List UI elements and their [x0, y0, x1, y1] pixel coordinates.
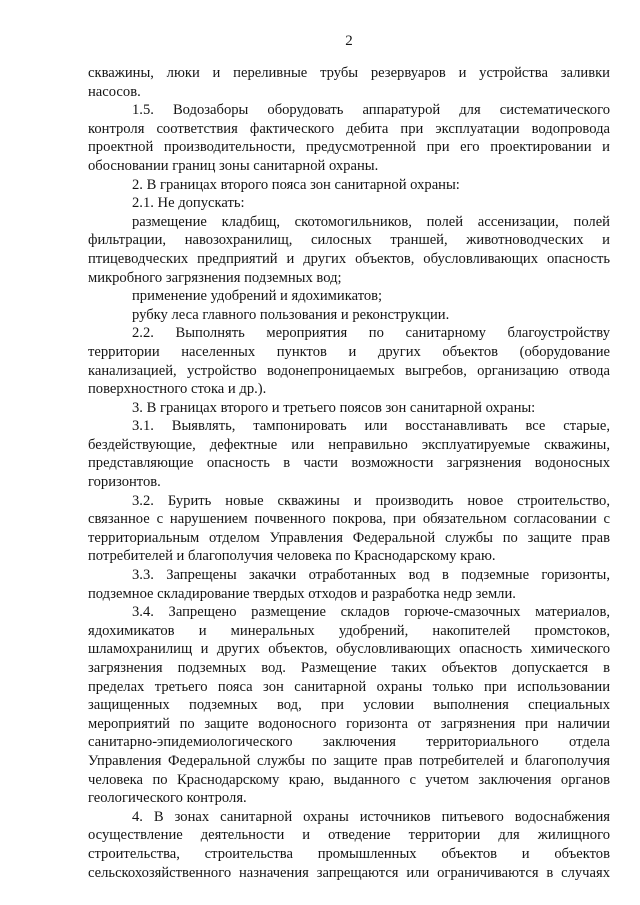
text-line: 3.2. Бурить новые скважины и производить новое строительство,: [132, 492, 610, 509]
text-line: территории населенных пунктов и других объектов (оборудование: [88, 343, 610, 360]
text-line: размещение кладбищ, скотомогильников, полей ассенизации, полей: [132, 213, 610, 230]
text-line: обосновании границ зоны санитарной охраны.: [88, 157, 379, 174]
text-line: шламохранилищ и других объектов, обусловливающих опасность химического: [88, 641, 610, 658]
text-line: 3.1. Выявлять, тампонировать или восстанавливать все старые,: [132, 418, 610, 435]
text-line: подземное складирование твердых отходов и разработка недр земли.: [88, 585, 516, 602]
text-line: микробного загрязнения подземных вод;: [88, 269, 342, 286]
text-line: осуществление деятельности и отведение территории для жилищного: [88, 827, 610, 844]
text-line: строительства, строительства промышленных объектов и объектов: [88, 845, 610, 862]
paragraph: [88, 101, 610, 175]
text-line: фильтрации, навозохранилищ, силосных траншей, животноводческих и: [88, 232, 610, 249]
text-line: птицеводческих предприятий и других объектов, обусловливающих опасность: [88, 250, 610, 267]
text-line: защищенных подземных вод, при условии выполнения специальных: [88, 697, 610, 714]
text-line: проектной производительности, предусмотренной при его проектировании и: [88, 139, 610, 156]
paragraph: [88, 176, 610, 195]
text-line: связанное с нарушением почвенного покрова, при обязательном согласовании с: [88, 511, 610, 528]
text-line: 1.5. Водозаборы оборудовать аппаратурой для систематического: [132, 102, 610, 119]
text-line: скважины, люки и переливные трубы резервуаров и устройства заливки: [88, 65, 610, 81]
text-line: Управления Федеральной службы по защите прав потребителей и благополучия: [88, 752, 610, 769]
text-line: 3.4. Запрещено размещение складов горюче-смазочных материалов,: [132, 604, 610, 621]
text-line: 2. В границах второго пояса зон санитарной охраны:: [132, 176, 460, 193]
text-line: бездействующие, дефектные или неправильно эксплуатируемые скважины,: [88, 436, 610, 453]
text-line: 3.3. Запрещены закачки отработанных вод в подземные горизонты,: [132, 567, 610, 584]
paragraph: [88, 306, 610, 325]
paragraph: [88, 417, 610, 491]
text-line: контроля соответствия фактического дебита при эксплуатации водопровода: [88, 120, 610, 137]
text-line: мероприятий по защите водоносного горизонта от загрязнения при наличии: [88, 715, 610, 732]
text-line: рубку леса главного пользования и реконструкции.: [132, 306, 450, 323]
text-line: представляющие опасность в части возможности загрязнения водоносных: [88, 455, 610, 472]
document-body: [88, 64, 610, 882]
text-line: пределах третьего пояса зон санитарной охраны только при использовании: [88, 678, 610, 695]
paragraph: [88, 808, 610, 882]
text-line: геологического контроля.: [88, 790, 247, 807]
paragraph: [88, 213, 610, 287]
text-line: 4. В зонах санитарной охраны источников питьевого водоснабжения: [132, 808, 610, 825]
paragraph: [88, 566, 610, 603]
text-line: человека по Краснодарскому краю, выданного с учетом заключения органов: [88, 771, 610, 788]
text-line: санитарно-эпидемиологического заключения территориального отдела: [88, 734, 610, 751]
text-line: 2.2. Выполнять мероприятия по санитарному благоустройству: [132, 325, 610, 342]
paragraph: [88, 399, 610, 418]
paragraph: [88, 194, 610, 213]
page-number: 2: [345, 33, 353, 49]
paragraph: [88, 324, 610, 398]
text-line: насосов.: [88, 83, 141, 100]
text-line: 3. В границах второго и третьего поясов зон санитарной охраны:: [132, 399, 536, 416]
text-line: загрязнения подземных вод. Размещение таких объектов допускается в: [88, 660, 610, 676]
text-line: ядохимикатов и минеральных удобрений, накопителей промстоков,: [88, 622, 610, 639]
text-line: территориальным отделом Управления Федеральной службы по защите прав: [88, 529, 610, 546]
text-line: сельскохозяйственного назначения запрещаются или ограничиваются в случаях: [88, 864, 610, 881]
text-line: канализацией, устройство водонепроницаемых выгребов, организацию отвода: [88, 362, 610, 379]
text-line: применение удобрений и ядохимикатов;: [132, 288, 383, 305]
text-line: потребителей и благополучия человека по Краснодарскому краю.: [88, 548, 496, 565]
paragraph: [88, 603, 610, 808]
paragraph: [88, 287, 610, 306]
text-line: 2.1. Не допускать:: [132, 195, 245, 212]
paragraph: [88, 492, 610, 566]
text-line: поверхностного стока и др.).: [88, 381, 267, 398]
paragraph: [88, 64, 610, 101]
text-line: горизонтов.: [88, 474, 161, 491]
